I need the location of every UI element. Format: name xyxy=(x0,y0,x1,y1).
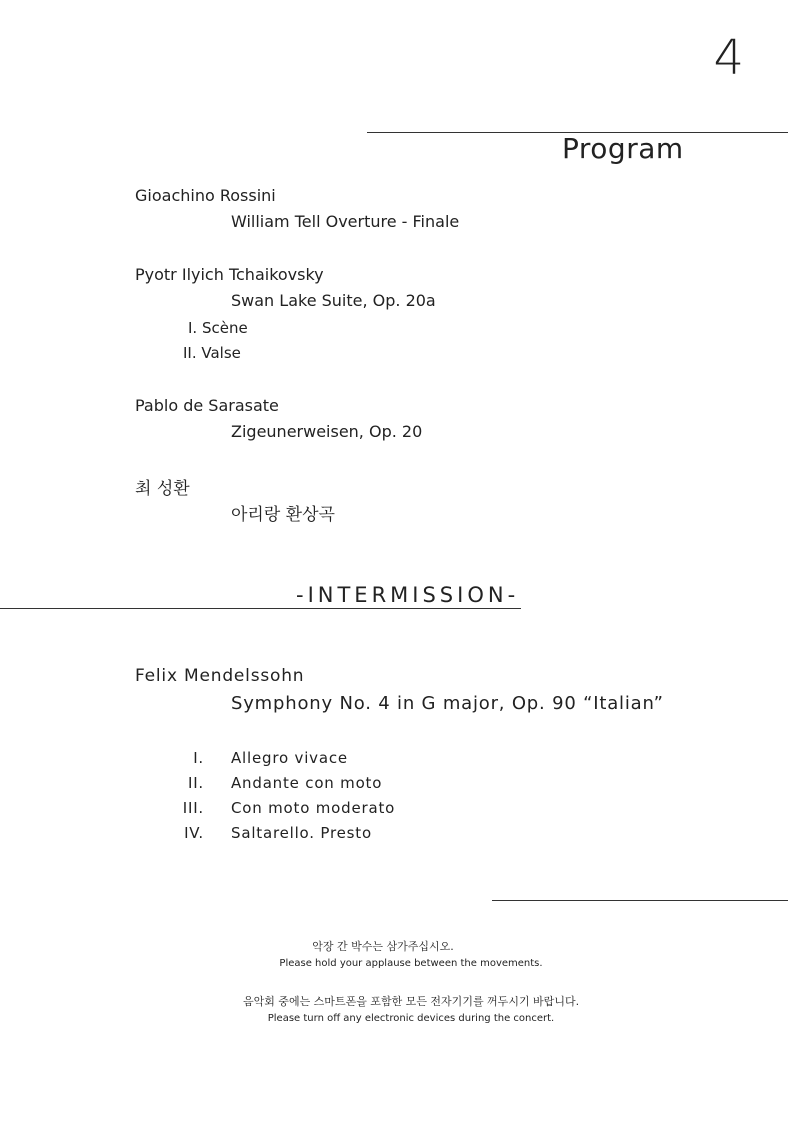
composer-rossini: Gioachino Rossini xyxy=(135,186,276,205)
composer-mendelssohn: Felix Mendelssohn xyxy=(135,666,305,686)
movement-number: III. xyxy=(182,799,204,817)
movement-scene: I. Scène xyxy=(188,319,248,337)
work-arirang: 아리랑 환상곡 xyxy=(231,505,335,525)
movement-number: II. xyxy=(187,774,204,792)
work-swan-lake: Swan Lake Suite, Op. 20a xyxy=(231,291,436,310)
movement-title: Con moto moderato xyxy=(231,799,396,817)
movement-title: Andante con moto xyxy=(231,774,383,792)
movement-title: Saltarello. Presto xyxy=(231,824,372,842)
intermission-rule xyxy=(0,608,521,609)
composer-sarasate: Pablo de Sarasate xyxy=(135,396,279,415)
notice-applause-en: Please hold your applause between the movements. xyxy=(279,958,543,969)
footer-rule xyxy=(492,900,788,901)
composer-tchaikovsky: Pyotr Ilyich Tchaikovsky xyxy=(135,265,324,284)
work-zigeunerweisen: Zigeunerweisen, Op. 20 xyxy=(231,422,423,441)
intermission-label: -INTERMISSION- xyxy=(296,583,520,607)
program-heading: Program xyxy=(562,132,684,165)
movement-valse: II. Valse xyxy=(183,344,241,362)
notice-applause-ko: 악장 간 박수는 삼가주십시오. xyxy=(312,940,454,953)
page-number: 4 xyxy=(713,30,744,86)
movement-title: Allegro vivace xyxy=(231,749,348,767)
work-william-tell: William Tell Overture - Finale xyxy=(231,212,460,231)
movement-number: IV. xyxy=(184,824,204,842)
notice-devices-ko: 음악회 중에는 스마트폰을 포함한 모든 전자기기를 꺼두시기 바랍니다. xyxy=(242,995,580,1008)
composer-choi: 최 성환 xyxy=(135,479,190,499)
notice-devices-en: Please turn off any electronic devices during the concert. xyxy=(267,1013,555,1024)
work-italian-symphony: Symphony No. 4 in G major, Op. 90 “Italian” xyxy=(231,693,664,714)
movement-number: I. xyxy=(193,749,204,767)
